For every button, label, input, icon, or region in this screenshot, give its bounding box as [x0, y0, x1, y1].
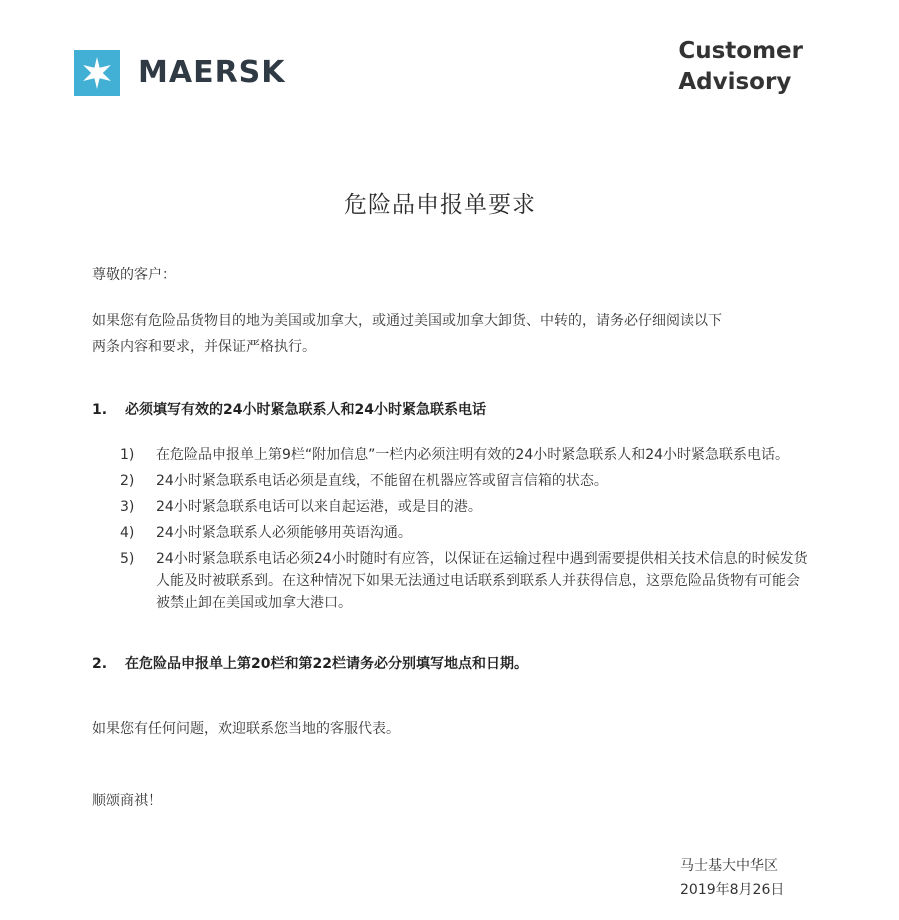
- section-1-heading-text: 必须填写有效的24小时紧急联系人和24小时紧急联系电话: [125, 402, 486, 418]
- list-item-text: 在危险品申报单上第9栏“附加信息”一栏内必须注明有效的24小时紧急联系人和24小时紧急联系电话。: [156, 447, 790, 463]
- list-item-number: 1): [120, 447, 135, 463]
- signature-org: 马士基大中华区: [680, 858, 778, 874]
- section-1-heading: [92, 398, 486, 422]
- advisory-line-2: Advisory: [678, 69, 792, 95]
- section-1-list: [120, 444, 810, 614]
- closing-paragraph: 如果您有任何问题，欢迎联系您当地的客服代表。: [92, 721, 400, 737]
- list-item: [120, 444, 810, 466]
- list-item-text: 24小时紧急联系电话必须24小时随时有应答，以保证在运输过程中遇到需要提供相关技术信息的时候发货人能及时被联系到。在这种情况下如果无法通过电话联系到联系人并获得信息，这票危险品货物有可能会被禁止卸在美国或加拿大港口。: [156, 551, 808, 611]
- greeting: 尊敬的客户：: [92, 267, 176, 283]
- list-item: [120, 522, 810, 544]
- maersk-star-logo-icon: [74, 50, 120, 96]
- list-item-number: 3): [120, 499, 135, 515]
- advisory-line-1: Customer: [678, 38, 803, 64]
- section-1-number: 1.: [92, 402, 108, 418]
- customer-advisory-label: [678, 36, 803, 98]
- list-item: [120, 470, 810, 492]
- intro-paragraph: 如果您有危险品货物目的地为美国或加拿大，或通过美国或加拿大卸货、中转的，请务必仔细阅读以下两条内容和要求，并保证严格执行。: [92, 313, 722, 355]
- list-item-number: 4): [120, 525, 135, 541]
- document-title: 危险品申报单要求: [344, 192, 536, 218]
- list-item-number: 2): [120, 473, 135, 489]
- signature-block: [680, 854, 784, 902]
- signature-date: 2019年8月26日: [680, 882, 785, 898]
- regards: 顺颂商祺！: [92, 793, 162, 809]
- list-item: [120, 496, 810, 518]
- logo-wordmark: MAERSK: [138, 55, 286, 90]
- section-2-number: 2.: [92, 656, 108, 672]
- list-item: [120, 548, 810, 614]
- list-item-number: 5): [120, 551, 135, 567]
- section-2-heading-text: 在危险品申报单上第20栏和第22栏请务必分别填写地点和日期。: [125, 656, 528, 672]
- section-2-heading: [92, 652, 528, 676]
- list-item-text: 24小时紧急联系电话必须是直线，不能留在机器应答或留言信箱的状态。: [156, 473, 608, 489]
- list-item-text: 24小时紧急联系人必须能够用英语沟通。: [156, 525, 412, 541]
- list-item-text: 24小时紧急联系电话可以来自起运港，或是目的港。: [156, 499, 482, 515]
